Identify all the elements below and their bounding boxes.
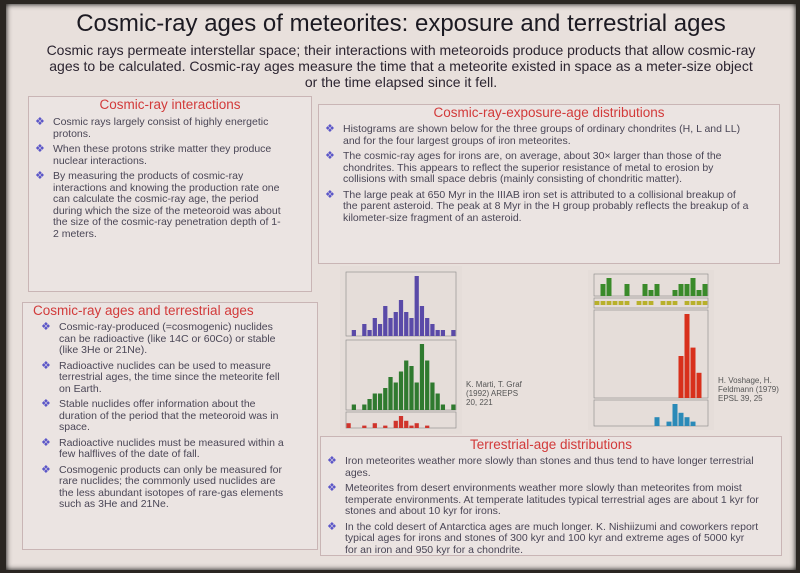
chondrite-histogram — [340, 266, 462, 434]
iron-bar — [649, 301, 654, 305]
diamond-bullet-icon: ❖ — [325, 188, 335, 201]
diamond-bullet-icon: ❖ — [35, 170, 45, 182]
chondrite-bar — [367, 399, 371, 410]
chondrite-bar — [404, 421, 408, 428]
chondrite-bar — [394, 312, 398, 336]
chondrite-bar — [373, 423, 377, 428]
chondrite-bar — [352, 330, 356, 336]
ages-box — [22, 302, 318, 550]
chondrite-bar — [378, 324, 382, 336]
chondrite-bar — [451, 405, 455, 411]
chondrite-bar — [399, 372, 403, 411]
iron-bar — [673, 404, 678, 426]
chondrite-bar — [383, 388, 387, 410]
chondrite-bar — [415, 276, 419, 336]
iron-bar — [691, 348, 696, 398]
diamond-bullet-icon: ❖ — [41, 436, 51, 449]
iron-bar — [697, 301, 702, 305]
chondrite-bar — [404, 312, 408, 336]
diamond-bullet-icon: ❖ — [41, 398, 51, 410]
list-item: ❖ Stable nuclides offer information about the duration of the period that the meteoroid was in space. — [41, 398, 279, 433]
exposure-box — [318, 104, 780, 264]
chondrite-bar — [430, 324, 434, 336]
iron-bar — [691, 278, 696, 296]
iron-bar — [673, 301, 678, 305]
chondrite-bar — [399, 300, 403, 336]
diamond-bullet-icon: ❖ — [327, 520, 337, 533]
chondrite-bar — [383, 426, 387, 428]
iron-bar — [637, 301, 642, 305]
iron-bar — [655, 417, 660, 426]
chondrite-bar — [347, 423, 351, 428]
diamond-bullet-icon: ❖ — [325, 123, 335, 135]
chondrite-bar — [425, 426, 429, 428]
iron-bar — [625, 301, 630, 305]
chondrite-histogram-svg — [340, 266, 462, 434]
iron-bar — [607, 278, 612, 296]
iron-bar — [613, 301, 618, 305]
chondrite-bar — [451, 330, 455, 336]
chondrite-bar — [409, 366, 413, 410]
chondrite-bar — [352, 405, 356, 411]
iron-bar — [667, 422, 672, 426]
list-item: ❖ Histograms are shown below for the three groups of ordinary chondrites (H, L and LL) and for the four largest groups of iron meteorites. — [325, 123, 741, 147]
chondrite-bar — [409, 426, 413, 428]
diamond-bullet-icon: ❖ — [327, 455, 337, 467]
iron-bar — [691, 422, 696, 426]
iron-bar — [679, 284, 684, 296]
list-item: ❖ Radioactive nuclides must be measured within a few halflives of the date of fall. — [41, 436, 284, 460]
chondrite-bar — [436, 394, 440, 411]
iron-bar — [685, 284, 690, 296]
citation-left: K. Marti, T. Graf (1992) AREPS 20, 221 — [466, 380, 522, 407]
iron-bar — [595, 301, 600, 305]
terrestrial-heading: Terrestrial-age distributions — [469, 437, 633, 452]
terrestrial-box — [320, 436, 782, 556]
list-item: ❖ Cosmic-ray-produced (=cosmogenic) nuclides can be radioactive (like 14C or 60Co) or stable (like 3He or 21Ne). — [41, 321, 276, 356]
chondrite-bar — [367, 330, 371, 336]
iron-bar — [697, 290, 702, 296]
iron-histogram — [588, 270, 714, 430]
citation-right: H. Voshage, H. Feldmann (1979) EPSL 39, 25 — [718, 376, 779, 403]
chondrite-bar — [362, 405, 366, 411]
list-item: ❖ Cosmic rays largely consist of highly energetic protons. — [35, 116, 269, 140]
chondrite-bar — [388, 377, 392, 410]
exposure-heading: Cosmic-ray-exposure-age distributions — [433, 105, 665, 120]
interactions-list — [29, 117, 311, 240]
iron-bar — [601, 284, 606, 296]
chondrite-bar — [420, 344, 424, 410]
iron-bar — [649, 290, 654, 296]
chondrite-bar — [394, 421, 398, 428]
chondrite-bar — [441, 330, 445, 336]
iron-bar — [673, 290, 678, 296]
list-item: ❖ Iron meteorites weather more slowly than stones and thus tend to have longer terrestrial ages. — [327, 455, 754, 479]
diamond-bullet-icon: ❖ — [35, 143, 45, 155]
iron-bar — [697, 373, 702, 398]
iron-bar — [703, 284, 708, 296]
list-item: ❖ The cosmic-ray ages for irons are, on average, about 30× larger than those of the chondrites. This appears to reflect the superior resistance of metal to erosion by collisions with small space debris (mainly consisting of chondritic matter). — [325, 150, 722, 185]
diamond-bullet-icon: ❖ — [35, 116, 45, 128]
exposure-list — [319, 124, 779, 224]
list-item: ❖ By measuring the products of cosmic-ray interactions and knowing the production rate one can calculate the cosmic-ray age, the period during which the size of the meteoroid was about the size of the cosmic-ray penetration depth of 1-2 meters. — [35, 170, 281, 240]
iron-bar — [691, 301, 696, 305]
list-item: ❖ When these protons strike matter they produce nuclear interactions. — [35, 143, 272, 167]
chondrite-bar — [378, 394, 382, 411]
list-item: ❖ Cosmogenic products can only be measured for rare nuclides; the commonly used nuclides are the less abundant isotopes of rare-gas elements such as 3He and 21Ne. — [41, 463, 284, 510]
chondrite-bar — [420, 306, 424, 336]
chondrite-bar — [373, 394, 377, 411]
ages-heading: Cosmic-ray ages and terrestrial ages — [33, 303, 254, 318]
iron-bar — [619, 301, 624, 305]
chondrite-bar — [409, 318, 413, 336]
iron-bar — [667, 301, 672, 305]
list-item: ❖ Meteorites from desert environments weather more slowly than meteorites from moist temperate environments. At temperate latitudes typical terrestrial ages are about 1 kyr for stones and about 10 kyr for irons. — [327, 482, 759, 517]
chondrite-bar — [415, 423, 419, 428]
chondrite-bar — [441, 405, 445, 411]
iron-bar — [679, 356, 684, 398]
iron-bar — [685, 301, 690, 305]
iron-bar — [655, 284, 660, 296]
iron-bar — [703, 301, 708, 305]
ages-list — [23, 322, 317, 511]
chondrite-bar — [383, 306, 387, 336]
chondrite-bar — [394, 383, 398, 411]
chondrite-bar — [399, 416, 403, 428]
diamond-bullet-icon: ❖ — [41, 463, 51, 476]
poster — [6, 4, 796, 570]
iron-bar — [601, 301, 606, 305]
chondrite-bar — [388, 318, 392, 336]
poster-intro: Cosmic rays permeate interstellar space; their interactions with meteoroids produce products that allow cosmic-ray ages to be calculated. Cosmic-ray ages measure the time that a meteorite existed in space as a meter-size object or the time elapsed since it fell. — [46, 42, 756, 90]
terrestrial-list — [321, 456, 781, 556]
iron-bar — [625, 284, 630, 296]
chondrite-bar — [436, 330, 440, 336]
iron-bar — [685, 314, 690, 398]
list-item: ❖ The large peak at 650 Myr in the IIIAB iron set is attributed to a collisional breakup of the parent asteroid. The peak at 8 Myr in the H group probably reflects the breakup of a kilometer-size fragment of an asteroid. — [325, 188, 749, 224]
chondrite-bar — [425, 361, 429, 411]
iron-bar — [643, 284, 648, 296]
iron-bar — [643, 301, 648, 305]
iron-histogram-svg — [588, 270, 714, 430]
list-item: ❖ In the cold desert of Antarctica ages are much longer. K. Nishiizumi and coworkers report typical ages for irons and stones of 300 kyr and 100 kyr and extreme ages of 5000 kyr for an iron and 950 kyr for a chondrite. — [327, 520, 759, 556]
poster-title: Cosmic-ray ages of meteorites: exposure and terrestrial ages — [76, 10, 726, 37]
diamond-bullet-icon: ❖ — [325, 150, 335, 162]
interactions-heading: Cosmic-ray interactions — [99, 97, 241, 112]
iron-bar — [679, 413, 684, 426]
chondrite-bar — [362, 324, 366, 336]
chondrite-bar — [373, 318, 377, 336]
diamond-bullet-icon: ❖ — [327, 482, 337, 494]
list-item: ❖ Radioactive nuclides can be used to measure terrestrial ages, the time since the meteorite fell on Earth. — [41, 359, 280, 395]
diamond-bullet-icon: ❖ — [41, 321, 51, 333]
chondrite-bar — [404, 361, 408, 411]
diamond-bullet-icon: ❖ — [41, 359, 51, 372]
chondrite-bar — [430, 383, 434, 411]
chondrite-bar — [415, 383, 419, 411]
iron-bar — [607, 301, 612, 305]
chondrite-bar — [425, 318, 429, 336]
iron-bar — [685, 417, 690, 426]
chondrite-bar — [362, 426, 366, 428]
iron-bar — [661, 301, 666, 305]
interactions-box — [28, 96, 312, 292]
